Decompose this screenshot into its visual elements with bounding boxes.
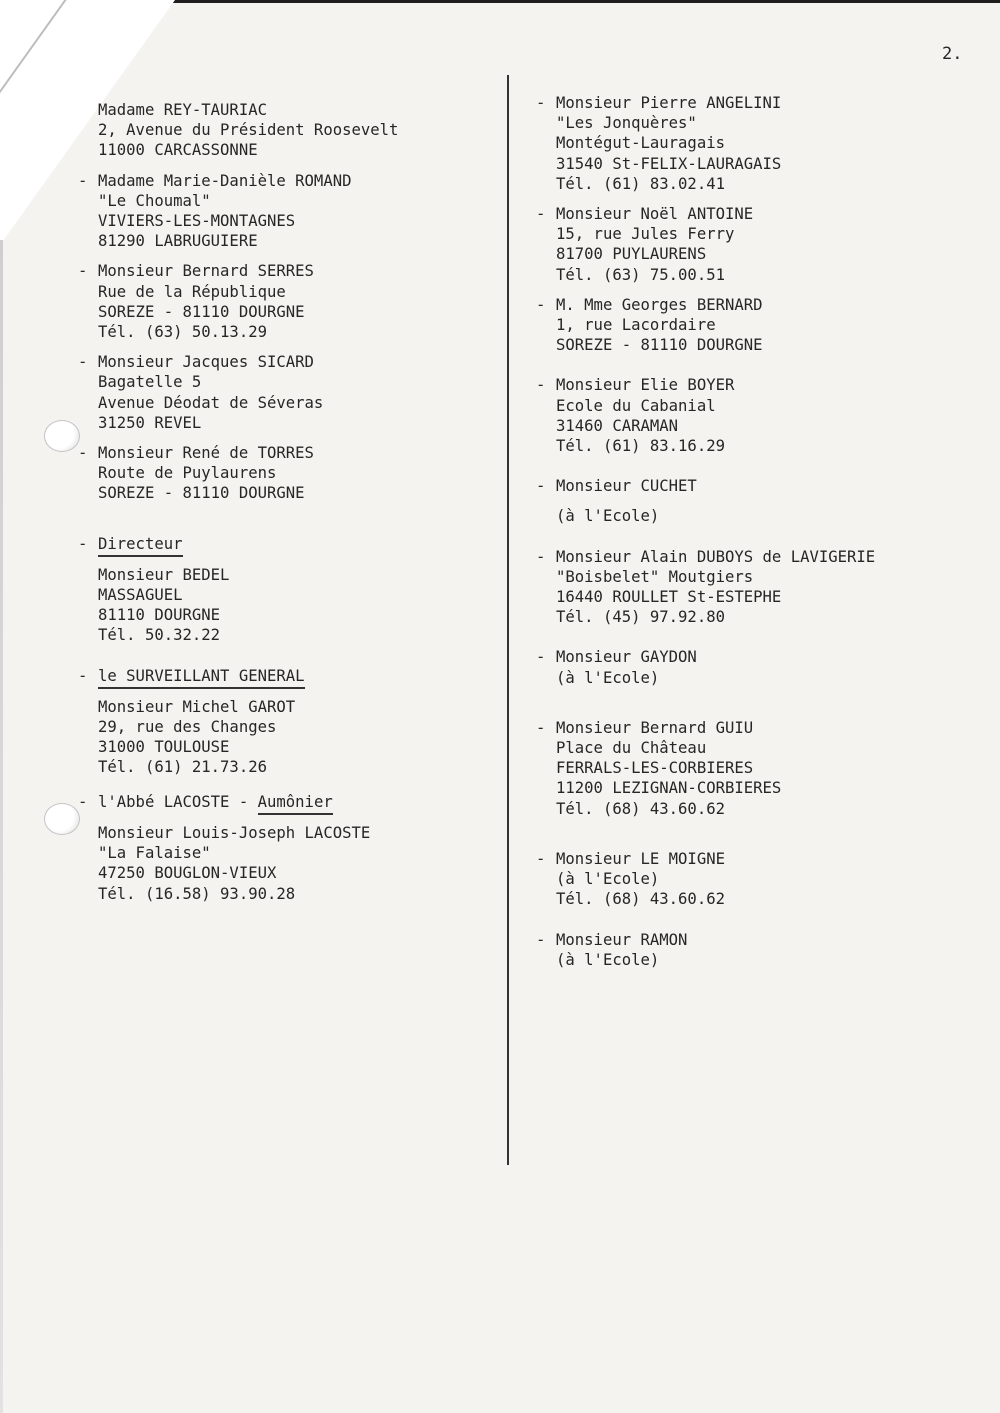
entry-city: SOREZE - 81110 DOURGNE xyxy=(556,336,763,355)
entry-dash: - xyxy=(536,648,546,667)
directeur-entry xyxy=(60,565,500,646)
entry-address: VIVIERS-LES-MONTAGNES xyxy=(98,212,296,231)
entry-address: Ecole du Cabanial xyxy=(556,396,716,415)
entry-dash: - xyxy=(536,205,546,224)
address-entry xyxy=(60,443,500,504)
entry-dash: - xyxy=(536,547,546,566)
entry-city: 11000 CARCASSONNE xyxy=(98,141,258,160)
entry-phone: Tél. (68) 43.60.62 xyxy=(556,799,725,818)
address-entry xyxy=(60,171,500,252)
entry-address: "Le Choumal" xyxy=(98,191,211,210)
column-divider xyxy=(507,75,509,1165)
section-heading: Aumônier xyxy=(258,792,333,815)
entry-note: (à l'Ecole) xyxy=(556,870,660,889)
entry-note: (à l'Ecole) xyxy=(556,507,660,526)
entry-address: FERRALS-LES-CORBIERES xyxy=(556,759,754,778)
entry-name: Monsieur Noël ANTOINE xyxy=(556,205,754,224)
directeur-heading xyxy=(60,534,500,557)
entry-city: 31460 CARAMAN xyxy=(556,416,679,435)
entry-name: Monsieur Michel GAROT xyxy=(98,697,296,716)
entry-phone: Tél. (63) 50.13.29 xyxy=(98,323,267,342)
entry-address: "Boisbelet" Moutgiers xyxy=(556,567,754,586)
address-entry xyxy=(518,547,988,628)
entry-phone: Tél. (45) 97.92.80 xyxy=(556,608,725,627)
entry-note: (à l'Ecole) xyxy=(556,668,660,687)
entry-name: Monsieur RAMON xyxy=(556,930,688,949)
entry-dash: - xyxy=(78,171,88,190)
entry-dash: - xyxy=(78,666,88,685)
entry-dash: - xyxy=(78,792,88,811)
entry-city: 31540 St-FELIX-LAURAGAIS xyxy=(556,154,782,173)
entry-name: M. Mme Georges BERNARD xyxy=(556,295,763,314)
address-entry xyxy=(518,718,988,819)
entry-name: Monsieur CUCHET xyxy=(556,477,697,496)
entry-dash: - xyxy=(536,849,546,868)
entry-name: Madame Marie-Danièle ROMAND xyxy=(98,171,352,190)
entry-name: Monsieur Elie BOYER xyxy=(556,376,735,395)
entry-address: 1, rue Lacordaire xyxy=(556,316,716,335)
entry-phone: Tél. (63) 75.00.51 xyxy=(556,265,725,284)
entry-phone: Tél. (61) 83.02.41 xyxy=(556,174,725,193)
entry-address: "Les Jonquères" xyxy=(556,114,697,133)
entry-name: Monsieur BEDEL xyxy=(98,565,230,584)
entry-dash: - xyxy=(536,930,546,949)
entry-name: Monsieur Pierre ANGELINI xyxy=(556,94,782,112)
entry-dash: - xyxy=(536,376,546,395)
entry-dash: - xyxy=(78,534,88,553)
address-entry xyxy=(518,375,988,456)
address-entry xyxy=(518,295,988,356)
address-entry xyxy=(518,849,988,910)
entry-city: 47250 BOUGLON-VIEUX xyxy=(98,864,277,883)
entry-address: Rue de la République xyxy=(98,282,286,301)
entry-name: Monsieur René de TORRES xyxy=(98,444,314,463)
entry-city: 81110 DOURGNE xyxy=(98,606,221,625)
entry-name: Monsieur Louis-Joseph LACOSTE xyxy=(98,823,371,842)
entry-name: Monsieur Alain DUBOYS de LAVIGERIE xyxy=(556,547,876,566)
entry-address: Montégut-Lauragais xyxy=(556,134,725,153)
address-entry xyxy=(518,93,988,194)
entry-address: "La Falaise" xyxy=(98,844,211,863)
entry-city: 31250 REVEL xyxy=(98,413,202,432)
aumonier-entry xyxy=(60,823,500,904)
address-entry xyxy=(60,100,500,161)
surveillant-heading xyxy=(60,666,500,689)
entry-dash: - xyxy=(78,353,88,372)
entry-address: 15, rue Jules Ferry xyxy=(556,225,735,244)
section-heading: le SURVEILLANT GENERAL xyxy=(98,666,305,689)
entry-phone: Tél. (61) 21.73.26 xyxy=(98,758,267,777)
entry-phone: Tél. (16.58) 93.90.28 xyxy=(98,884,296,903)
left-column xyxy=(60,100,500,914)
aumonier-heading xyxy=(60,792,500,815)
entry-name: Monsieur Bernard GUIU xyxy=(556,718,754,737)
entry-name: Monsieur GAYDON xyxy=(556,648,697,667)
entry-city: SOREZE - 81110 DOURGNE xyxy=(98,302,305,321)
entry-phone: Tél. (61) 83.16.29 xyxy=(556,437,725,456)
entry-address: Place du Château xyxy=(556,739,707,758)
entry-dash: - xyxy=(536,295,546,314)
entry-dash: - xyxy=(78,444,88,463)
address-entry xyxy=(518,930,988,970)
section-heading-prefix: l'Abbé LACOSTE - xyxy=(98,792,258,811)
entry-dash: - xyxy=(536,477,546,496)
entry-address: 2, Avenue du Président Roosevelt xyxy=(98,121,399,140)
entry-phone: Tél. 50.32.22 xyxy=(98,626,221,645)
entry-city: 81290 LABRUGUIERE xyxy=(98,232,258,251)
entry-name: Madame REY-TAURIAC xyxy=(98,101,267,119)
entry-name: Monsieur Bernard SERRES xyxy=(98,262,314,281)
entry-address: MASSAGUEL xyxy=(98,586,183,605)
page-number: 2. xyxy=(942,44,963,64)
entry-city: SOREZE - 81110 DOURGNE xyxy=(98,484,305,503)
address-entry xyxy=(60,352,500,433)
entry-city: 81700 PUYLAURENS xyxy=(556,245,707,264)
surveillant-entry xyxy=(60,697,500,778)
entry-dash: - xyxy=(536,94,546,112)
page-left-edge xyxy=(0,240,3,1413)
entry-city: 31000 TOULOUSE xyxy=(98,738,230,757)
entry-city: 16440 ROULLET St-ESTEPHE xyxy=(556,588,782,607)
entry-note: (à l'Ecole) xyxy=(556,950,660,969)
address-entry xyxy=(60,261,500,342)
right-column xyxy=(518,93,988,980)
section-heading: Directeur xyxy=(98,534,183,557)
entry-name: Monsieur LE MOIGNE xyxy=(556,849,725,868)
address-entry xyxy=(518,647,988,687)
entry-dash: - xyxy=(536,718,546,737)
entry-phone: Tél. (68) 43.60.62 xyxy=(556,890,725,909)
entry-dash: - xyxy=(78,262,88,281)
page-top-edge xyxy=(160,0,1000,3)
address-entry xyxy=(518,476,988,526)
entry-address: Avenue Déodat de Séveras xyxy=(98,393,324,412)
entry-name: Monsieur Jacques SICARD xyxy=(98,353,314,372)
entry-address: 29, rue des Changes xyxy=(98,718,277,737)
address-entry xyxy=(518,204,988,285)
entry-address: Bagatelle 5 xyxy=(98,373,202,392)
entry-city: 11200 LEZIGNAN-CORBIERES xyxy=(556,779,782,798)
entry-address: Route de Puylaurens xyxy=(98,464,277,483)
